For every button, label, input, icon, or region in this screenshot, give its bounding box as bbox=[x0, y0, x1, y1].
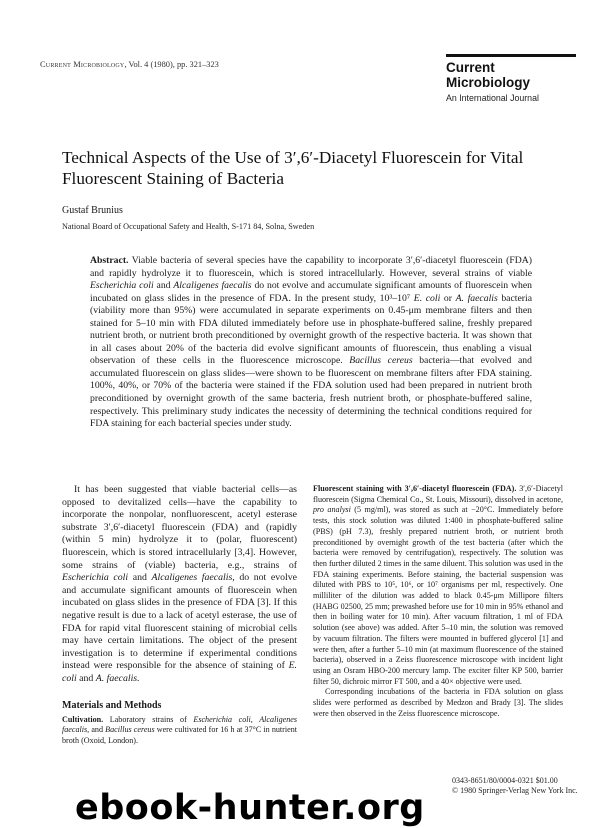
intro-text: It has been suggested that viable bacterial cells—as opposed to devitalized cells—have the capability to incorporate the nonpolar, nonfluorescent, acetyl esterase substrate 3′,6′-diacetyl fluorescein (FDA) and (rapidly (within 5 min) hydrolyze it to (polar, fluorescent) fluorescein, which is stored intracellularly [3,4]. However, some strains of (viable) bacteria, e.g., strains of bbox=[62, 484, 297, 571]
section-heading-methods: Materials and Methods bbox=[62, 699, 162, 711]
intro-text: and bbox=[76, 672, 96, 684]
abstract-italic: Bacillus cereus bbox=[349, 355, 413, 367]
journal-brand bbox=[446, 54, 576, 103]
abstract-text: bacteria (viability more than 95%) were accumulated in separate experiments on 0.45-μm membrane filters and then stained for 5–10 min with FDA diluted immediately before use in phosphate-buffered saline, freshly prepared nutrient broth, or nutrient broth preconditioned by overnight growth of the respective bacteria. It was shown that in all cases about 20% of the bacteria did evolve significant amounts of fluorescein, thus enabling a visual observation of these cells in the fluorescence microscope. bbox=[90, 292, 532, 367]
abstract-text: bacteria—that evolved and accumulated fluorescein on glass slides—were shown to be fluorescent on membrane filters after FDA staining. 100%, 40%, or 70% of the bacteria were stained if the FDA solution used had been prepared in nutrient broth preconditioned by overnight growth of the same bacteria, fresh nutrient broth, or phosphate-buffered saline, respectively. This preliminary study indicates the necessity of determining the technical conditions required for FDA staining for each bacterial species under study. bbox=[90, 355, 532, 430]
abstract-italic: Escherichia coli bbox=[90, 280, 154, 292]
cultivation-italic: Bacillus cereus bbox=[105, 725, 155, 735]
intro-italic: A. faecalis. bbox=[95, 672, 140, 684]
right-column bbox=[313, 484, 563, 719]
intro-italic: E. coli bbox=[62, 660, 297, 684]
abstract bbox=[90, 255, 532, 431]
intro-text: do not evolve and accumulate significant amounts of fluorescein when incubated on glass slides in the presence of FDA [3]. If this negative result is due to a lack of acetyl esterase, the use of FDA for rapid vital fluorescent staining of microbial cells may have certain limitations. The object of the present investigation is to determine if experimental conditions instead were responsible for the absence of staining of bbox=[62, 572, 298, 672]
incubation-paragraph: Corresponding incubations of the bacteria in FDA solution on glass slides were performed as described by Medzon and Brady [3]. The slides were then observed in the Zeiss fluorescence microscope. bbox=[313, 687, 563, 718]
abstract-text: or bbox=[440, 292, 456, 304]
abstract-italic: Alcaligenes faecalis bbox=[173, 280, 252, 292]
cultivation-italic: Escherichia coli, Alcaligenes faecalis, bbox=[62, 714, 297, 735]
abstract-italic: E. coli bbox=[413, 292, 441, 304]
abstract-text: and bbox=[153, 280, 174, 292]
staining-label: Fluorescent staining with 3′,6′-diacetyl fluorescein (FDA). bbox=[313, 484, 517, 493]
copyright-notice bbox=[452, 776, 578, 796]
staining-italic: pro analysi bbox=[313, 505, 351, 515]
copyright-code: 0343-8651/80/0004-0321 $01.00 bbox=[452, 776, 558, 785]
watermark-text: ebook-hunter.org bbox=[75, 788, 425, 828]
intro-paragraph bbox=[62, 484, 297, 686]
running-head-citation: , Vol. 4 (1980), pp. 321–323 bbox=[124, 60, 219, 69]
abstract-italic: A. faecalis bbox=[455, 292, 498, 304]
brand-line1: Current bbox=[446, 60, 495, 75]
staining-text: (5 mg/ml), was stored as such at −20°C. Immediately before tests, this stock solution was diluted 1:400 in phosphate-buffered saline (PBS) (pH 7.3), freshly prepared nutrient broth, or nutrient broth preconditioned by overnight growth of the test bacteria (after which the bacteria were removed by centrifugation), respectively. The solution was then further diluted 2 times in the same diluent. This solution was used in the FDA staining experiments. Before staining, the bacterial suspension was diluted with PBS to 10⁵, 10⁶, or 10⁷ organisms per ml, respectively. One milliliter of the dilution was added to black 0.45-μm Millipore filters (HABG 02500, 25 mm; prewashed before use for 10 min in 95% ethanol and then in boiling water for 10 min). After vacuum filtration, 1 ml of FDA solution (see above) was added. After 5–10 min, the solution was removed by vacuum filtration. The filters were mounted in buffered glycerol [1] and were then, after a further 5–10 min (at maximum fluorescence of the stained bacteria), observed in a Zeiss fluorescence microscope with incident light using an Osram HBO-200 mercury lamp. The exciter filter KP 500, barrier filter 50, dichroic mirror FT 500, and a 40× objective were used. bbox=[313, 505, 563, 686]
intro-italic: Alcaligenes faecalis, bbox=[151, 572, 235, 584]
cultivation-text: and bbox=[89, 725, 106, 735]
author-name: Gustaf Brunius bbox=[62, 205, 123, 216]
brand-tagline: An International Journal bbox=[446, 93, 539, 103]
running-head bbox=[40, 60, 219, 69]
brand-line2: Microbiology bbox=[446, 75, 530, 90]
staining-paragraph bbox=[313, 484, 563, 687]
cultivation-label: Cultivation. bbox=[62, 714, 104, 724]
copyright-publisher: © 1980 Springer-Verlag New York Inc. bbox=[452, 786, 578, 795]
abstract-text: do not evolve and accumulate significant amounts of fluorescein when incubated on glass slides in the presence of FDA. In the present study, 10³–10⁷ bbox=[90, 280, 532, 304]
staining-text: 3′,6′-Diacetyl fluorescein (Sigma Chemical Co., St. Louis, Missouri), dissolved in acetone, bbox=[313, 484, 563, 504]
cultivation-text: were cultivated for 16 h at 37°C in nutrient broth (Oxoid, London). bbox=[62, 725, 298, 745]
intro-italic: Escherichia coli bbox=[62, 572, 129, 584]
brand-rule bbox=[446, 54, 576, 57]
author-affiliation: National Board of Occupational Safety and Health, S-171 84, Solna, Sweden bbox=[62, 222, 315, 231]
abstract-text: Viable bacteria of several species have the capability to incorporate 3′,6′-diacetyl fluorescein (FDA) and rapidly hydrolyze it to fluorescein, which is stored intracellularly. However, several strains of viable bbox=[90, 255, 532, 279]
running-head-journal: Current Microbiology bbox=[40, 60, 125, 69]
abstract-label: Abstract. bbox=[90, 255, 129, 266]
left-column bbox=[62, 484, 297, 747]
cultivation-paragraph bbox=[62, 715, 297, 747]
intro-text: and bbox=[128, 572, 152, 584]
article-title: Technical Aspects of the Use of 3′,6′-Diacetyl Fluorescein for Vital Fluorescent Staining of Bacteria bbox=[62, 148, 524, 188]
cultivation-text: Laboratory strains of bbox=[103, 714, 194, 724]
